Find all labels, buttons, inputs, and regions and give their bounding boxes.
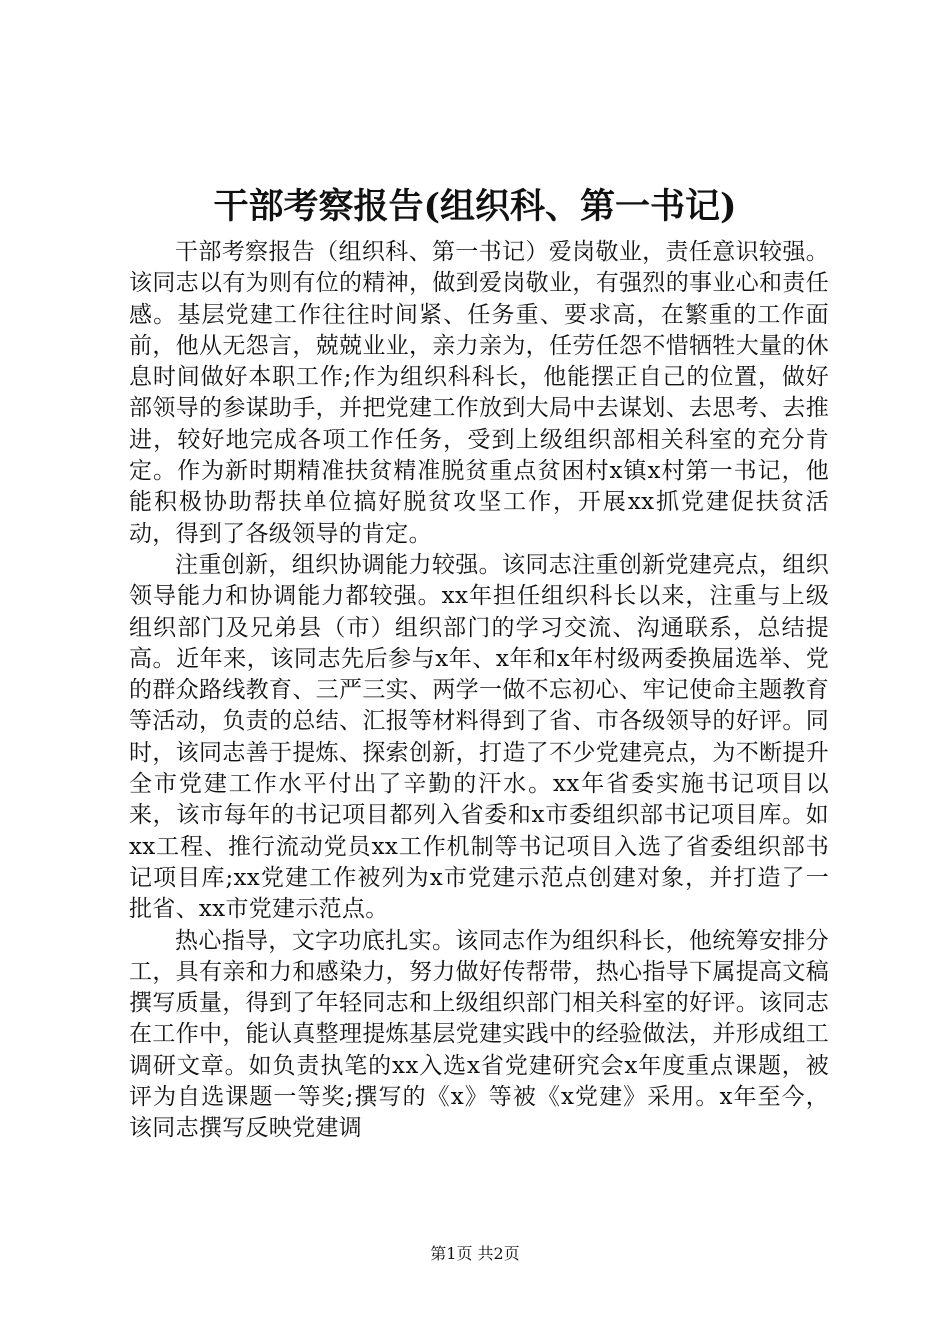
paragraph-1: 干部考察报告（组织科、第一书记）爱岗敬业，责任意识较强。该同志以有为则有位的精神，做到爱岗敬业，有强烈的事业心和责任感。基层党建工作往往时间紧、任务重、要求高，在繁重的工作面前，他从无怨言，兢兢业业，亲力亲为，任劳任怨不惜牺牲大量的休息时间做好本职工作;作为组织科科长，他能摆正自己的位置，做好部领导的参谋助手，并把党建工作放到大局中去谋划、去思考、去推进，较好地完成各项工作任务，受到上级组织部相关科室的充分肯定。作为新时期精准扶贫精准脱贫重点贫困村x镇x村第一书记，他能积极协助帮扶单位搞好脱贫攻坚工作，开展xx抓党建促扶贫活动，得到了各级领导的肯定。 [129,239,829,547]
page-number-footer: 第1页 共2页 [430,1244,520,1263]
document-title: 干部考察报告(组织科、第一书记) [213,186,737,227]
paragraph-3: 热心指导，文字功底扎实。该同志作为组织科长，他统筹安排分工，具有亲和力和感染力，努力做好传帮带，热心指导下属提高文稿撰写质量，得到了年轻同志和上级组织部门相关科室的好评。该同志在工作中，能认真整理提炼基层党建实践中的经验做法，并形成组工调研文章。如负责执笔的xx入选x省党建研究会x年度重点课题，被评为自选课题一等奖;撰写的《x》等被《x党建》采用。x年至今，该同志撰写反映党建调 [129,927,829,1142]
paragraph-2: 注重创新，组织协调能力较强。该同志注重创新党建亮点，组织领导能力和协调能力都较强。xx年担任组织科长以来，注重与上级组织部门及兄弟县（市）组织部门的学习交流、沟通联系，总结提高。近年来，该同志先后参与x年、x年和x年村级两委换届选举、党的群众路线教育、三严三实、两学一做不忘初心、牢记使命主题教育等活动，负责的总结、汇报等材料得到了省、市各级领导的好评。同时，该同志善于提炼、探索创新，打造了不少党建亮点，为不断提升全市党建工作水平付出了辛勤的汗水。xx年省委实施书记项目以来，该市每年的书记项目都列入省委和x市委组织部书记项目库。如xx工程、推行流动党员xx工作机制等书记项目入选了省委组织部书记项目库;xx党建工作被列为x市党建示范点创建对象，并打造了一批省、xx市党建示范点。 [129,551,829,923]
document-body [129,237,829,1145]
